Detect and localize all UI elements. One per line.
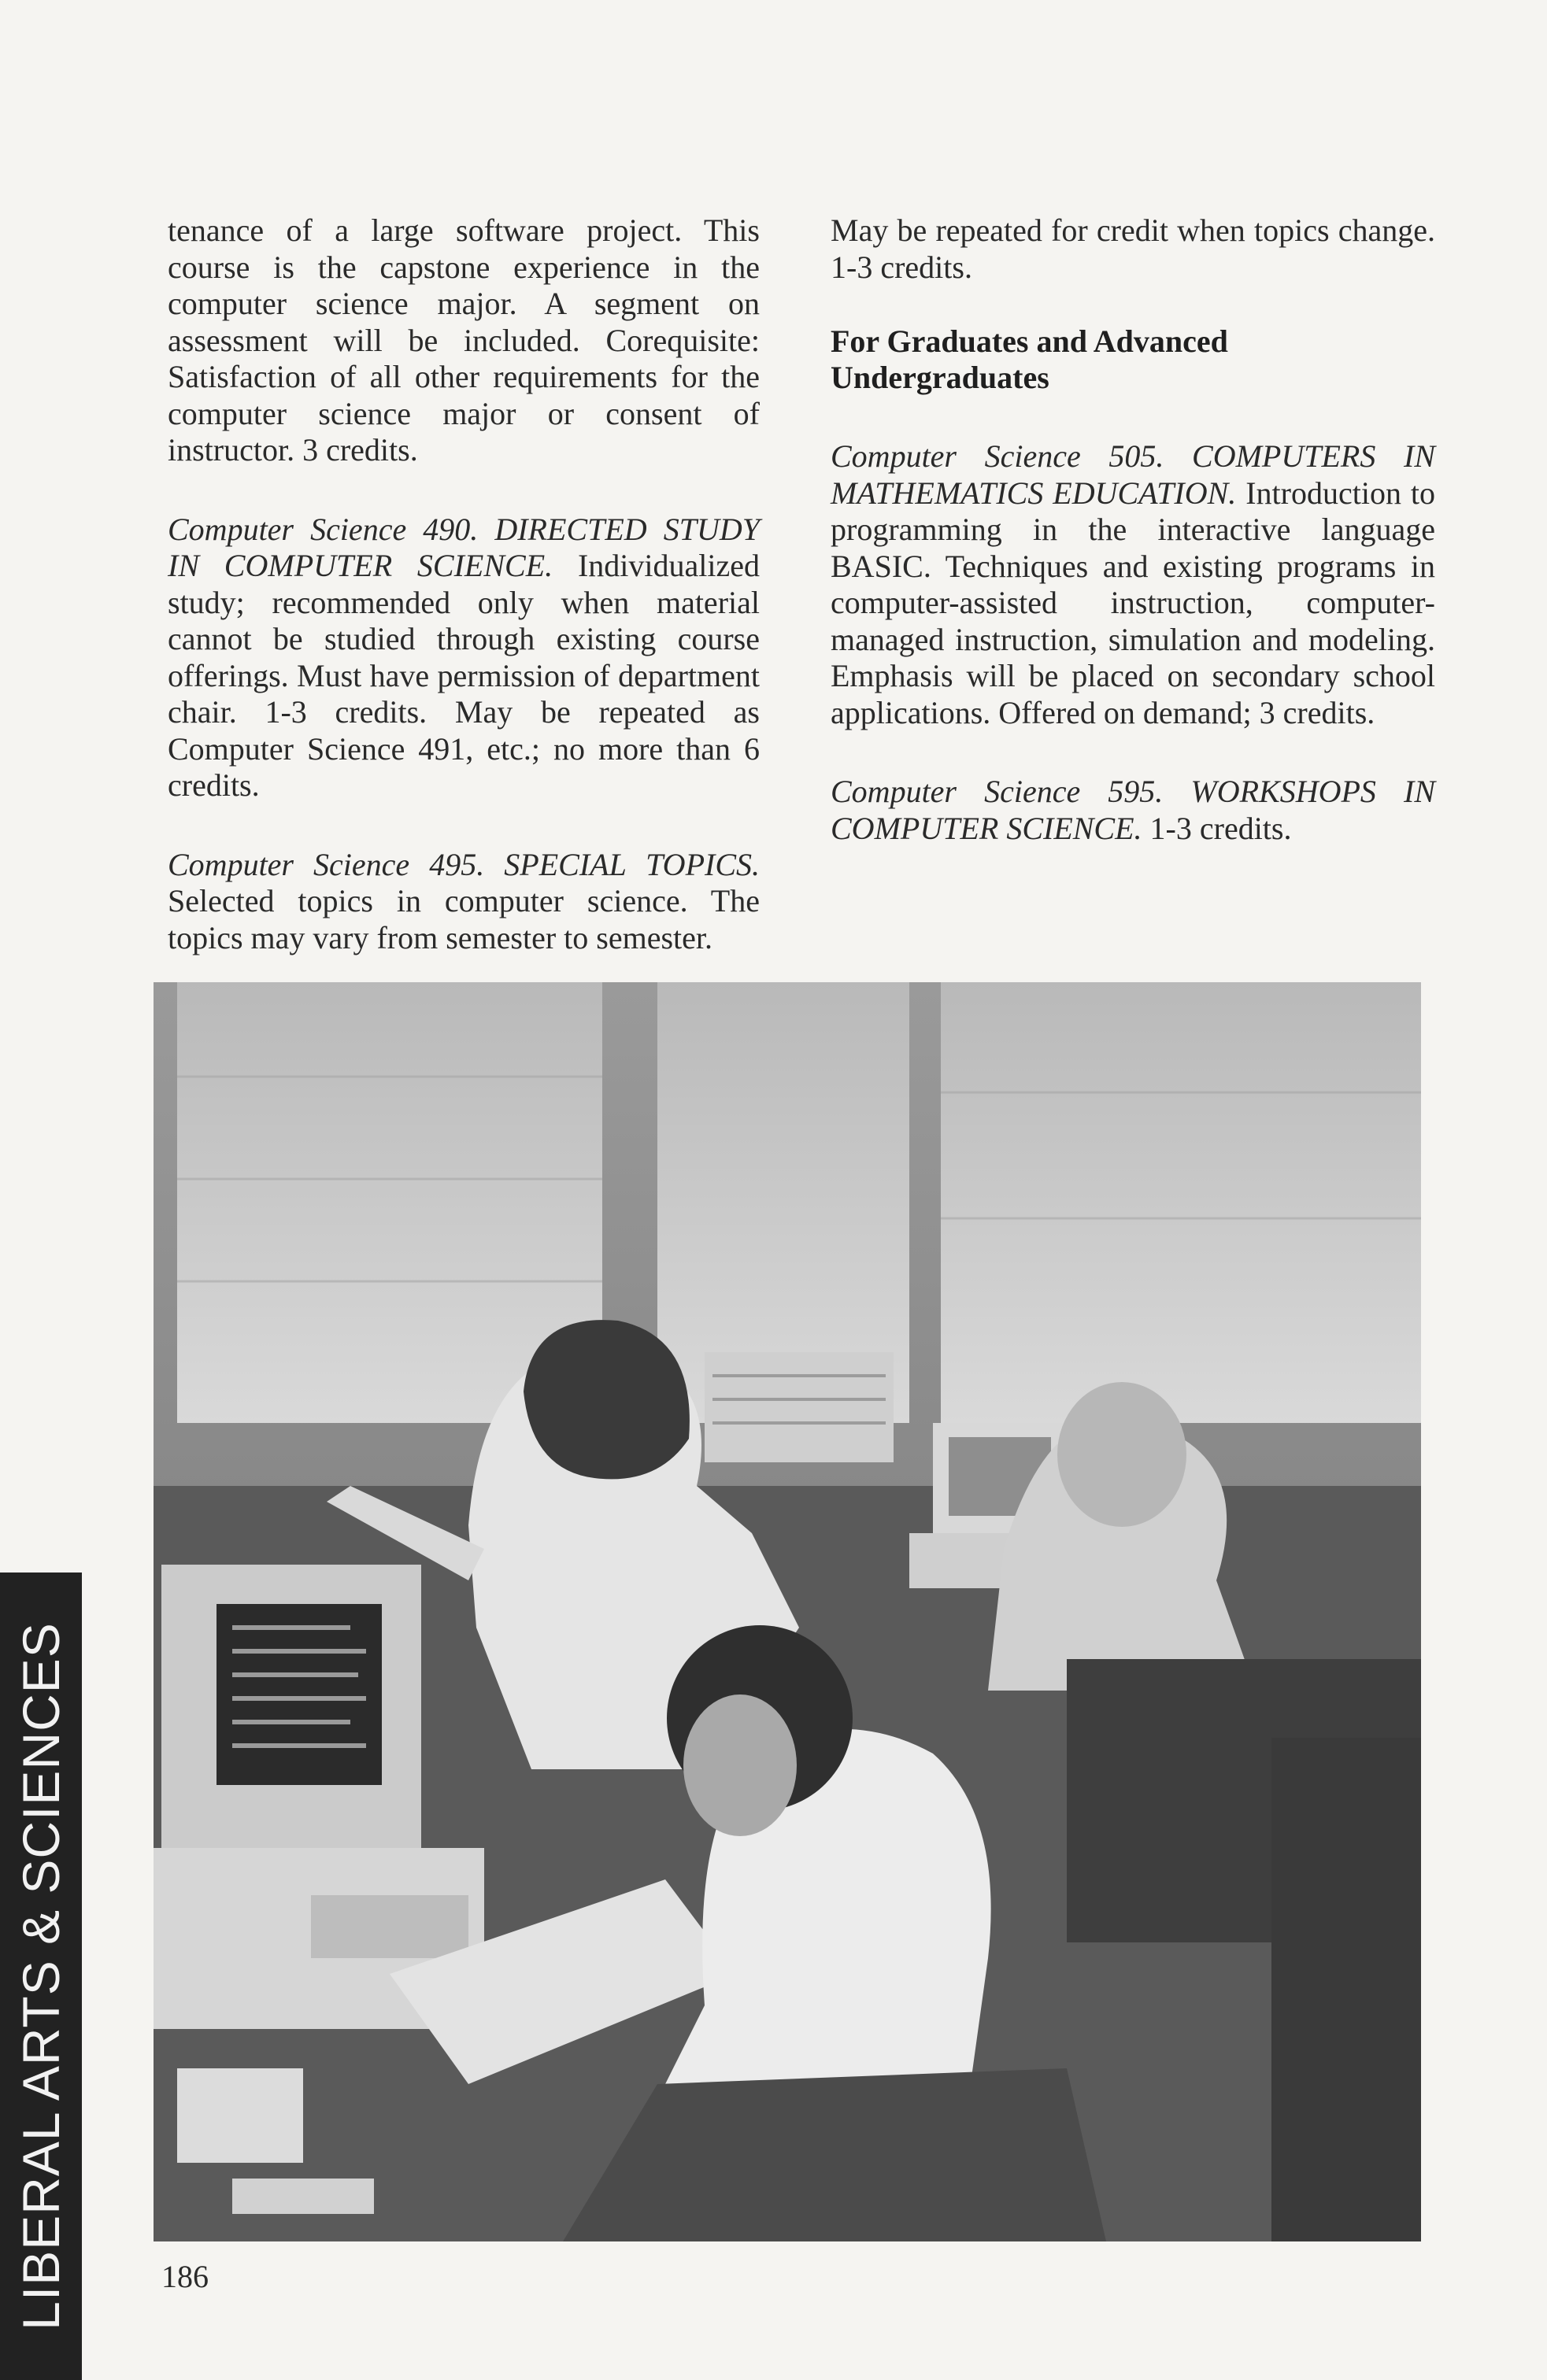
course-595-entry — [831, 774, 1435, 847]
course-505-description: Introduction to programming in the interactive language BASIC. Techniques and existing programs in computer-assisted instruction, computer-managed instruction, simulation and modeling. Emphasis will be placed on secondary school applications. Offered on demand; 3 credits. — [831, 475, 1435, 730]
intro-paragraph: tenance of a large software project. This course is the capstone experience in the computer science major. A segment on assessment will be included. Corequisite: Satisfaction of all other requirements for the computer science major or consent of instructor. 3 credits. — [168, 213, 760, 468]
air-conditioner — [705, 1352, 894, 1462]
students-computer-lab-photo — [154, 982, 1421, 2241]
course-495-title: SPECIAL TOPICS. — [504, 846, 760, 882]
course-495-description: Selected topics in computer science. The topics may vary from semester to semester. — [168, 883, 760, 955]
course-505-title: COMPUTERS IN MATHEMATICS EDUCATION. — [831, 438, 1435, 511]
section-heading: For Graduates and Advanced Undergraduates — [831, 323, 1228, 395]
section-side-tab — [0, 1572, 82, 2380]
course-490-entry — [168, 512, 760, 804]
page-number: 186 — [161, 2259, 209, 2294]
course-595-title: WORKSHOPS IN COMPUTER SCIENCE. — [831, 774, 1435, 846]
side-tab-label: LIBERAL ARTS & SCIENCES — [12, 1622, 70, 2330]
photo-illustration — [154, 982, 1421, 2241]
window-right — [941, 982, 1421, 1423]
course-595-description: 1-3 credits. — [1149, 810, 1292, 846]
course-505-entry — [831, 438, 1435, 731]
course-505-number: Computer Science 505. — [831, 438, 1164, 474]
course-595-number: Computer Science 595. — [831, 774, 1164, 809]
course-490-title: DIRECTED STUDY IN COMPUTER SCIENCE. — [168, 511, 760, 583]
continued-paragraph: May be repeated for credit when topics change. 1-3 credits. — [831, 213, 1435, 285]
course-490-description: Individualized study; recommended only when material cannot be studied through existing course offerings. Must have permission of department chair. 1-3 credits. May be repeated as Computer Science 491, etc.; no more than 6 credits. — [168, 548, 761, 803]
right-column — [831, 213, 1435, 847]
disk-box — [177, 2068, 303, 2163]
course-495-number: Computer Science 495. — [168, 846, 485, 882]
course-490-number: Computer Science 490. — [168, 511, 479, 547]
left-column — [168, 213, 760, 956]
course-495-entry — [168, 847, 760, 957]
